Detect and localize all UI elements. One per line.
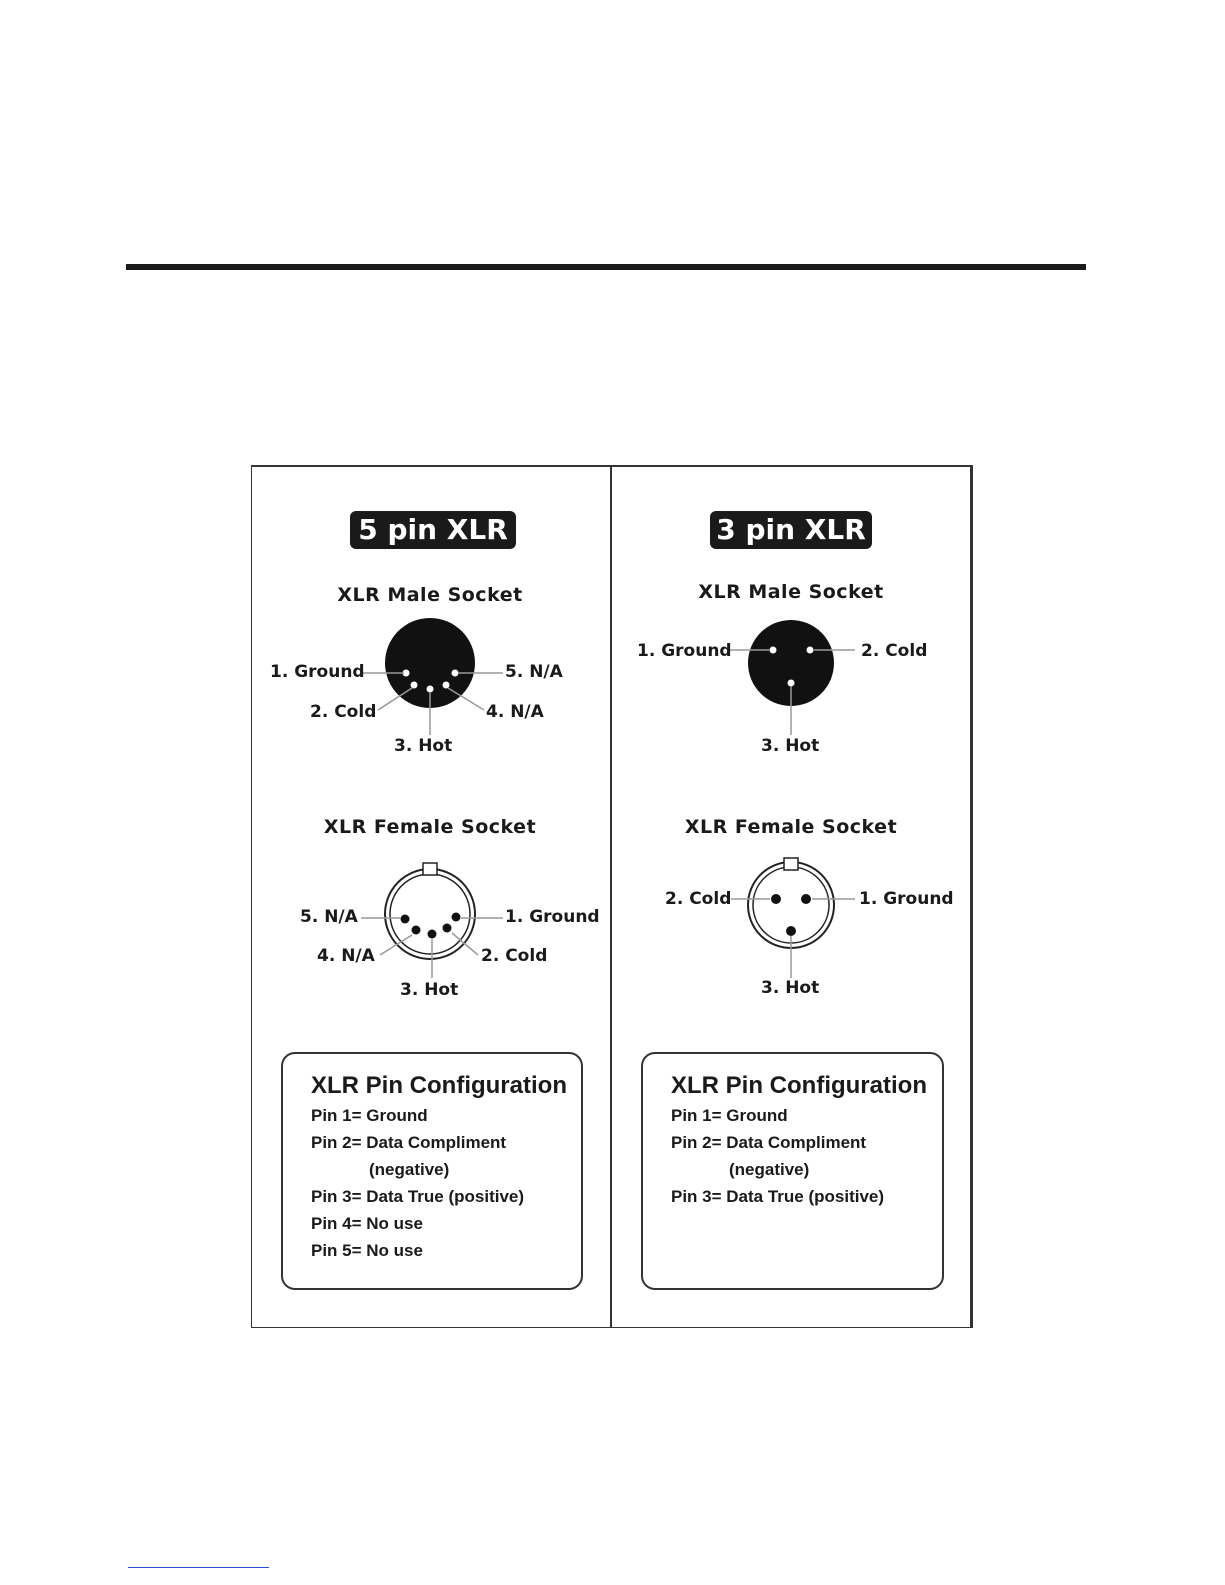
three-pin-female-label-pin1: 1. Ground	[859, 889, 954, 909]
male-5pin-connector	[362, 618, 503, 735]
five-pin-config-line-4: Pin 3= Data True (positive)	[311, 1187, 525, 1206]
five-pin-male-label-pin1: 1. Ground	[270, 662, 365, 682]
five-pin-female-label-pin4: 4. N/A	[317, 946, 375, 966]
three-pin-male-label-pin3: 3. Hot	[761, 736, 820, 756]
three-pin-male-label-pin2: 2. Cold	[861, 641, 928, 661]
three-pin-config-line-4: Pin 3= Data True (positive)	[671, 1187, 885, 1206]
five-pin-male-heading: XLR Male Socket	[337, 584, 523, 606]
five-pin-title-badge: 5 pin XLR	[350, 511, 516, 549]
three-pin-female-label-pin2: 2. Cold	[665, 889, 732, 909]
five-pin-female-label-pin2: 2. Cold	[481, 946, 548, 966]
five-pin-config-line-1: Pin 1= Ground	[311, 1106, 428, 1125]
three-pin-title-badge: 3 pin XLR	[710, 511, 872, 549]
five-pin-female-label-pin1: 1. Ground	[505, 907, 600, 927]
five-pin-config-line-2: Pin 2= Data Compliment	[311, 1133, 507, 1152]
three-pin-male-heading: XLR Male Socket	[698, 581, 884, 603]
three-pin-config-line-3: (negative)	[729, 1160, 810, 1179]
three-pin-config-line-2: Pin 2= Data Compliment	[671, 1133, 867, 1152]
five-pin-config-title: XLR Pin Configuration	[311, 1072, 567, 1099]
five-pin-config-line-3: (negative)	[369, 1160, 450, 1179]
five-pin-male-label-pin5: 5. N/A	[505, 662, 563, 682]
three-pin-config-line-1: Pin 1= Ground	[671, 1106, 788, 1125]
five-pin-female-label-pin3: 3. Hot	[400, 980, 459, 1000]
three-pin-female-label-pin3: 3. Hot	[761, 978, 820, 998]
three-pin-config-title: XLR Pin Configuration	[671, 1072, 927, 1099]
five-pin-config-line-5: Pin 4= No use	[311, 1214, 423, 1233]
five-pin-male-label-pin4: 4. N/A	[486, 702, 544, 722]
five-pin-male-label-pin2: 2. Cold	[310, 702, 377, 722]
five-pin-config-line-6: Pin 5= No use	[311, 1241, 423, 1260]
female-3pin-connector	[731, 858, 855, 978]
male-3pin-connector	[730, 620, 855, 735]
footer-link-underline[interactable]	[128, 1567, 269, 1568]
three-pin-female-heading: XLR Female Socket	[684, 816, 898, 838]
five-pin-female-heading: XLR Female Socket	[323, 816, 537, 838]
three-pin-male-label-pin1: 1. Ground	[637, 641, 732, 661]
five-pin-male-label-pin3: 3. Hot	[394, 736, 453, 756]
five-pin-female-label-pin5: 5. N/A	[300, 907, 358, 927]
